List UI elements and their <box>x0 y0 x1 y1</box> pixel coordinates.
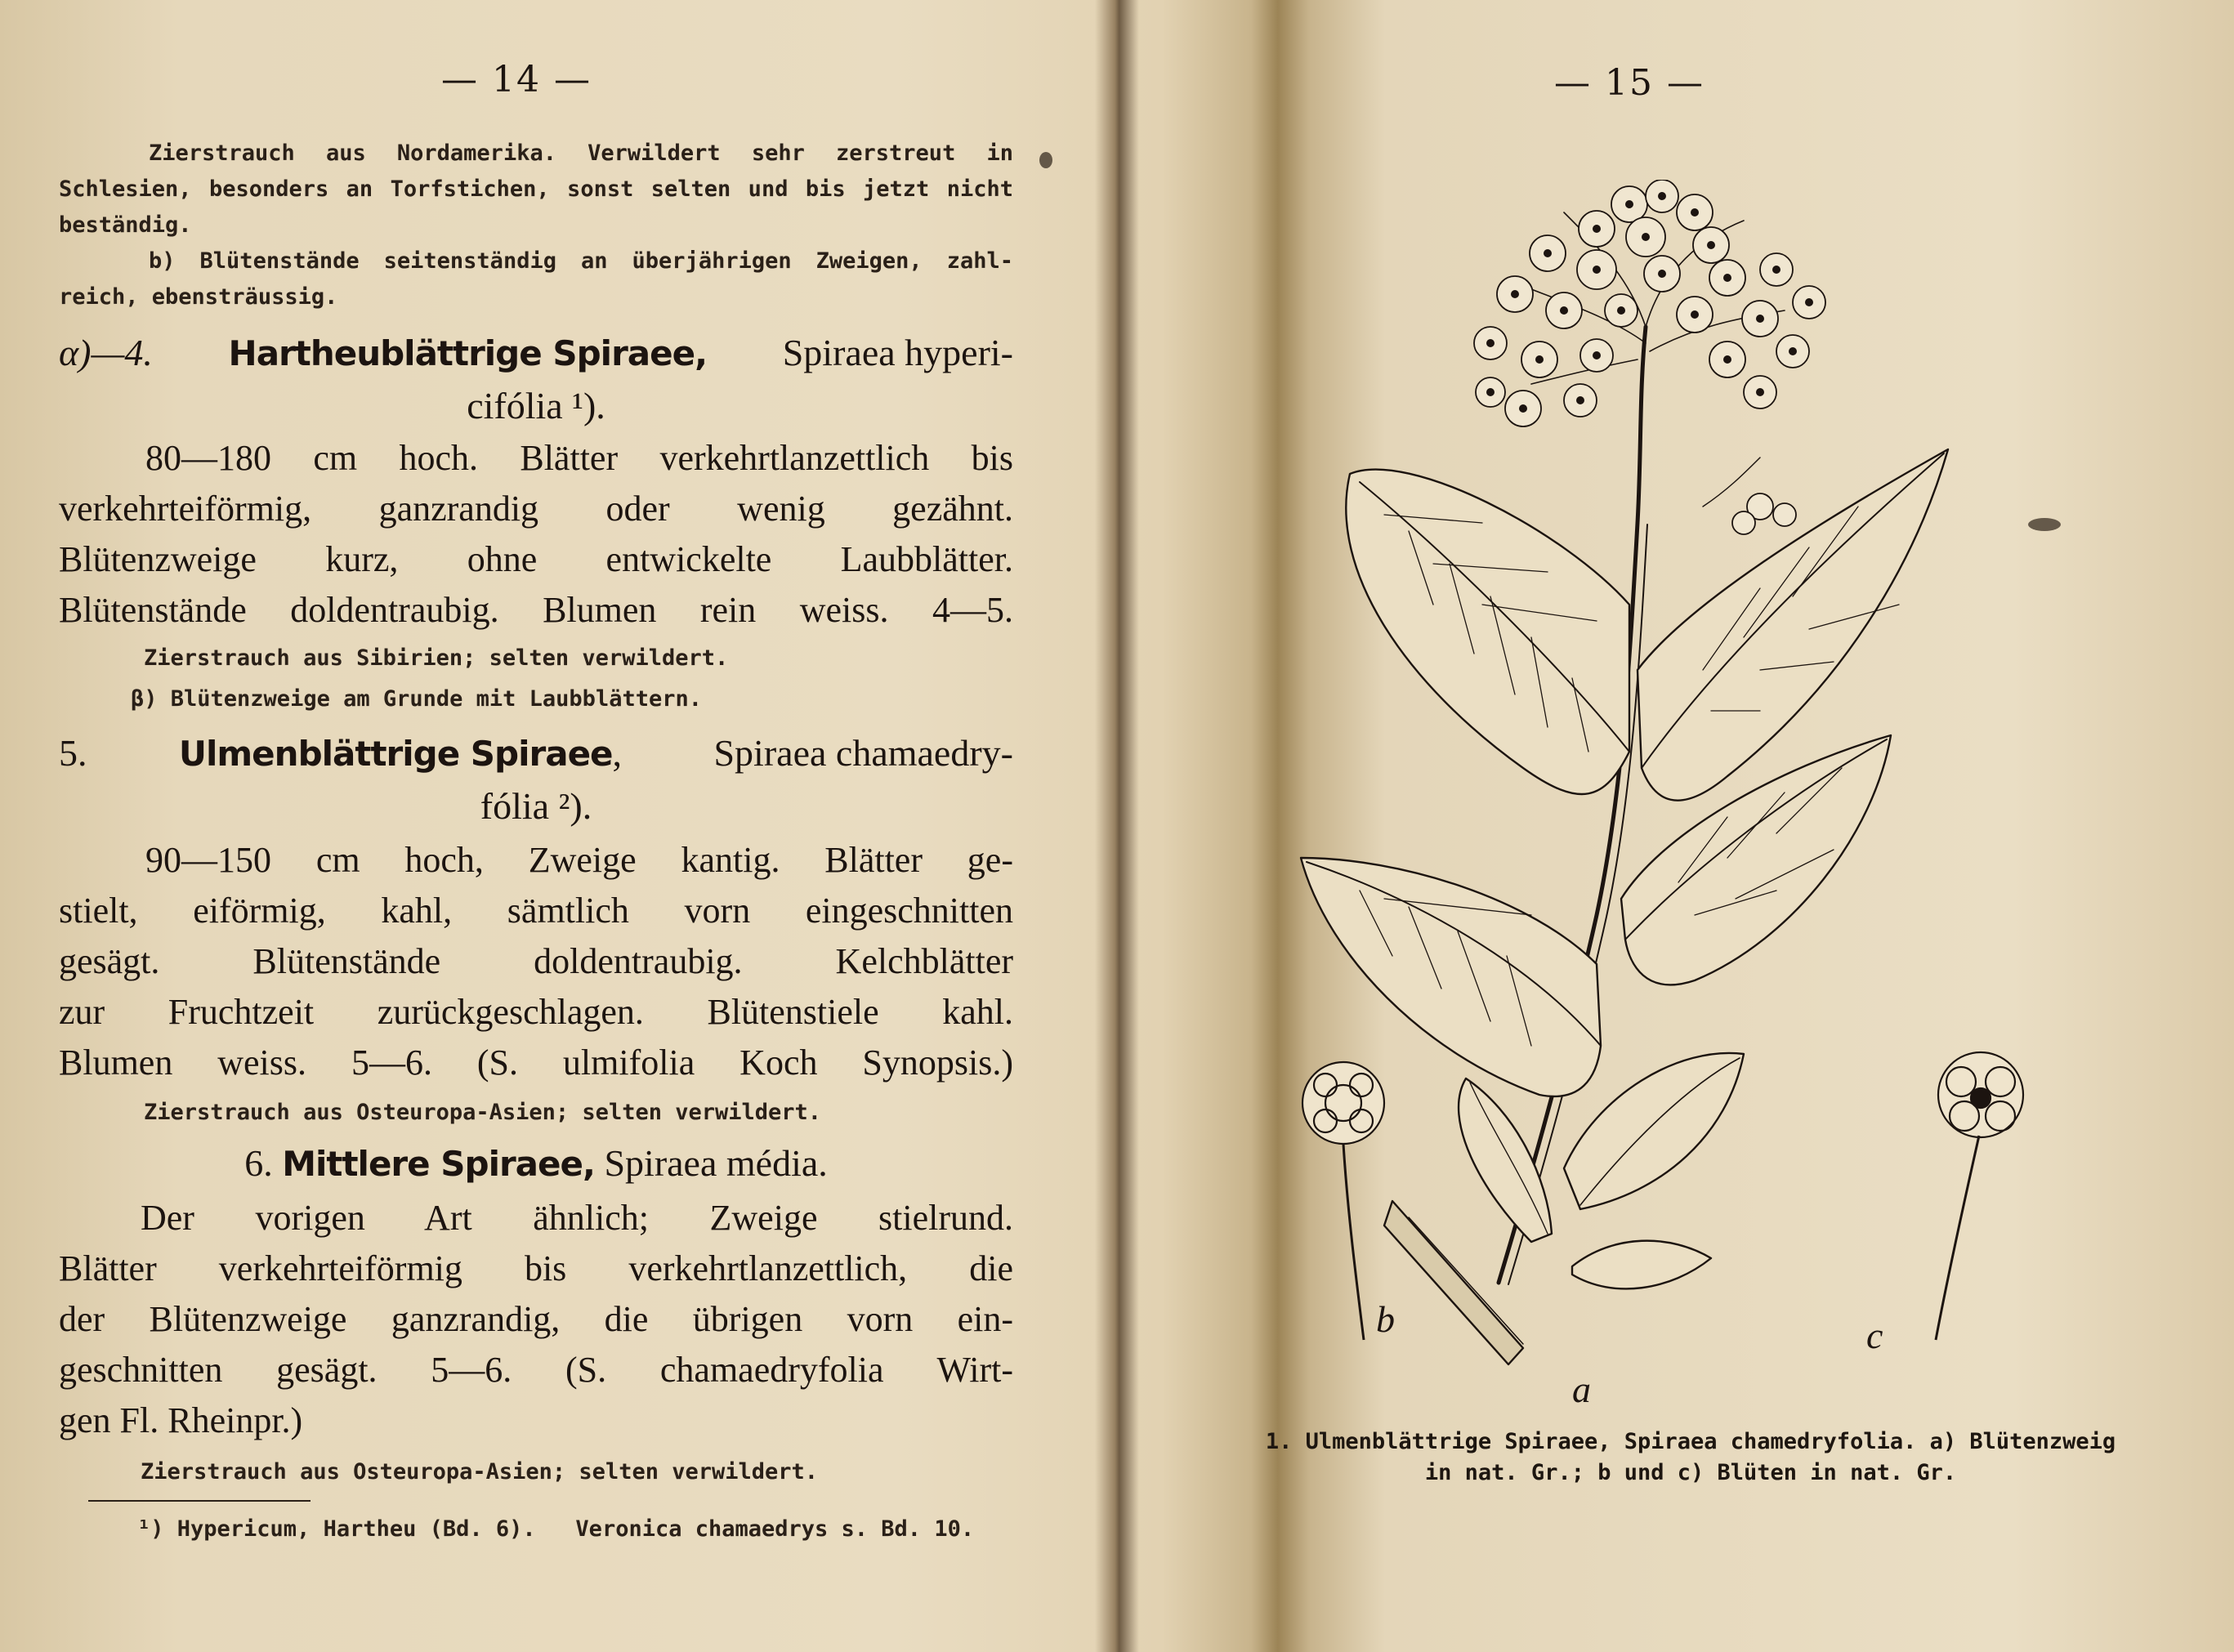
footnote: ¹) Hypericum, Hartheu (Bd. 6). Veronica chamaedrys s. Bd. 10. <box>137 1516 975 1542</box>
figure-caption <box>1221 1427 2160 1489</box>
spiraea-illustration <box>1139 180 2234 1422</box>
species-number: 6. <box>244 1142 273 1184</box>
species-latin: Spiraea chamaedry- <box>713 732 1013 774</box>
text-line: verkehrteiförmig, ganzrandig oder wenig gezähnt. <box>59 489 1013 529</box>
text-line: Schlesien, besonders an Torfstichen, sonst selten und bis jetzt nicht <box>59 176 1013 202</box>
species-6-description <box>59 1193 1013 1446</box>
figure-label-a: a <box>1572 1368 1591 1410</box>
text-line: zur Fruchtzeit zurückgeschlagen. Blütenstiele kahl. <box>59 992 1013 1032</box>
cut-stem <box>1384 1201 1523 1364</box>
page-14 <box>0 0 1095 1652</box>
species-latin-cont: fólia ²). <box>480 785 592 827</box>
text-line: Blätter verkehrteiförmig bis verkehrtlanzettlich, die <box>59 1248 1013 1288</box>
text-line: gesägt. Blütenstände doldentraubig. Kelchblätter <box>59 941 1013 981</box>
figure-label-b: b <box>1376 1298 1395 1340</box>
text-line: b) Blütenstände seitenständig an überjährigen Zweigen, zahl- <box>149 248 1013 274</box>
text-line: geschnitten gesägt. 5—6. (S. chamaedryfolia Wirt- <box>59 1350 1013 1390</box>
species-4-description <box>59 433 1013 636</box>
page-number: — 14 — <box>441 59 592 100</box>
text-line: reich, ebensträussig. <box>59 284 338 310</box>
species-5-heading <box>59 727 1013 833</box>
subsection-b <box>59 243 1013 315</box>
species-latin: Spiraea média. <box>604 1142 828 1184</box>
ink-spot <box>2028 518 2061 531</box>
species-latin: Spiraea hyperi- <box>782 332 1013 373</box>
leaf-large-right <box>1638 449 1948 801</box>
species-name: Mittlere Spiraee, <box>282 1144 595 1184</box>
caption-line: 1. Ulmenblättrige Spiraee, Spiraea chamedryfolia. a) Blütenzweig <box>1265 1429 2116 1454</box>
text-line: Blütenstände doldentraubig. Blumen rein weiss. 4—5. <box>59 590 1013 630</box>
text-line: stielt, eiförmig, kahl, sämtlich vorn eingeschnitten <box>59 891 1013 931</box>
species-name: Hartheublättrige Spiraee, <box>228 333 708 373</box>
species-number: α)—4. <box>59 332 153 373</box>
species-6-note: Zierstrauch aus Osteuropa-Asien; selten verwildert. <box>141 1459 819 1485</box>
text-line: 90—150 cm hoch, Zweige kantig. Blätter ge- <box>145 840 1013 880</box>
species-latin-cont: cifólia ¹). <box>467 385 605 426</box>
leaf-mid-left <box>1301 858 1601 1096</box>
species-4-heading <box>59 327 1013 432</box>
footnote-rule <box>88 1500 311 1502</box>
leaf-lower-left <box>1459 1078 1552 1242</box>
page-number: — 15 — <box>1554 62 1705 104</box>
flower-cluster <box>1474 180 1825 534</box>
species-6-heading <box>59 1137 1013 1190</box>
species-5-note: Zierstrauch aus Osteuropa-Asien; selten verwildert. <box>144 1100 822 1125</box>
flower-detail-b <box>1302 1062 1384 1340</box>
species-comma: , <box>612 732 623 774</box>
species-number: 5. <box>59 732 87 774</box>
figure-label-c: c <box>1866 1315 1883 1356</box>
subsection-beta: β) Blütenzweige am Grunde mit Laubblättern. <box>131 686 702 712</box>
text-line: Der vorigen Art ähnlich; Zweige stielrund. <box>141 1198 1013 1238</box>
leaf-small <box>1572 1241 1711 1289</box>
species-5-description <box>59 835 1013 1088</box>
flower-detail-c <box>1936 1052 2023 1340</box>
caption-line: in nat. Gr.; b und c) Blüten in nat. Gr. <box>1424 1460 1957 1485</box>
book-gutter <box>1095 0 1139 1652</box>
text-line: Blütenzweige kurz, ohne entwickelte Laubblätter. <box>59 539 1013 579</box>
text-line: gen Fl. Rheinpr.) <box>59 1400 303 1440</box>
species-4-note: Zierstrauch aus Sibirien; selten verwildert. <box>144 645 729 671</box>
intro-note <box>59 136 1013 243</box>
species-name: Ulmenblättrige Spiraee <box>178 734 613 774</box>
text-line: Blumen weiss. 5—6. (S. ulmifolia Koch Synopsis.) <box>59 1043 1013 1083</box>
text-line: Zierstrauch aus Nordamerika. Verwildert sehr zerstreut in <box>149 141 1013 166</box>
text-line: beständig. <box>59 212 192 238</box>
text-line: der Blütenzweige ganzrandig, die übrigen vorn ein- <box>59 1299 1013 1339</box>
text-line: 80—180 cm hoch. Blätter verkehrtlanzettlich bis <box>145 438 1013 478</box>
page-15 <box>1139 0 2234 1652</box>
ink-spot <box>1039 152 1052 168</box>
